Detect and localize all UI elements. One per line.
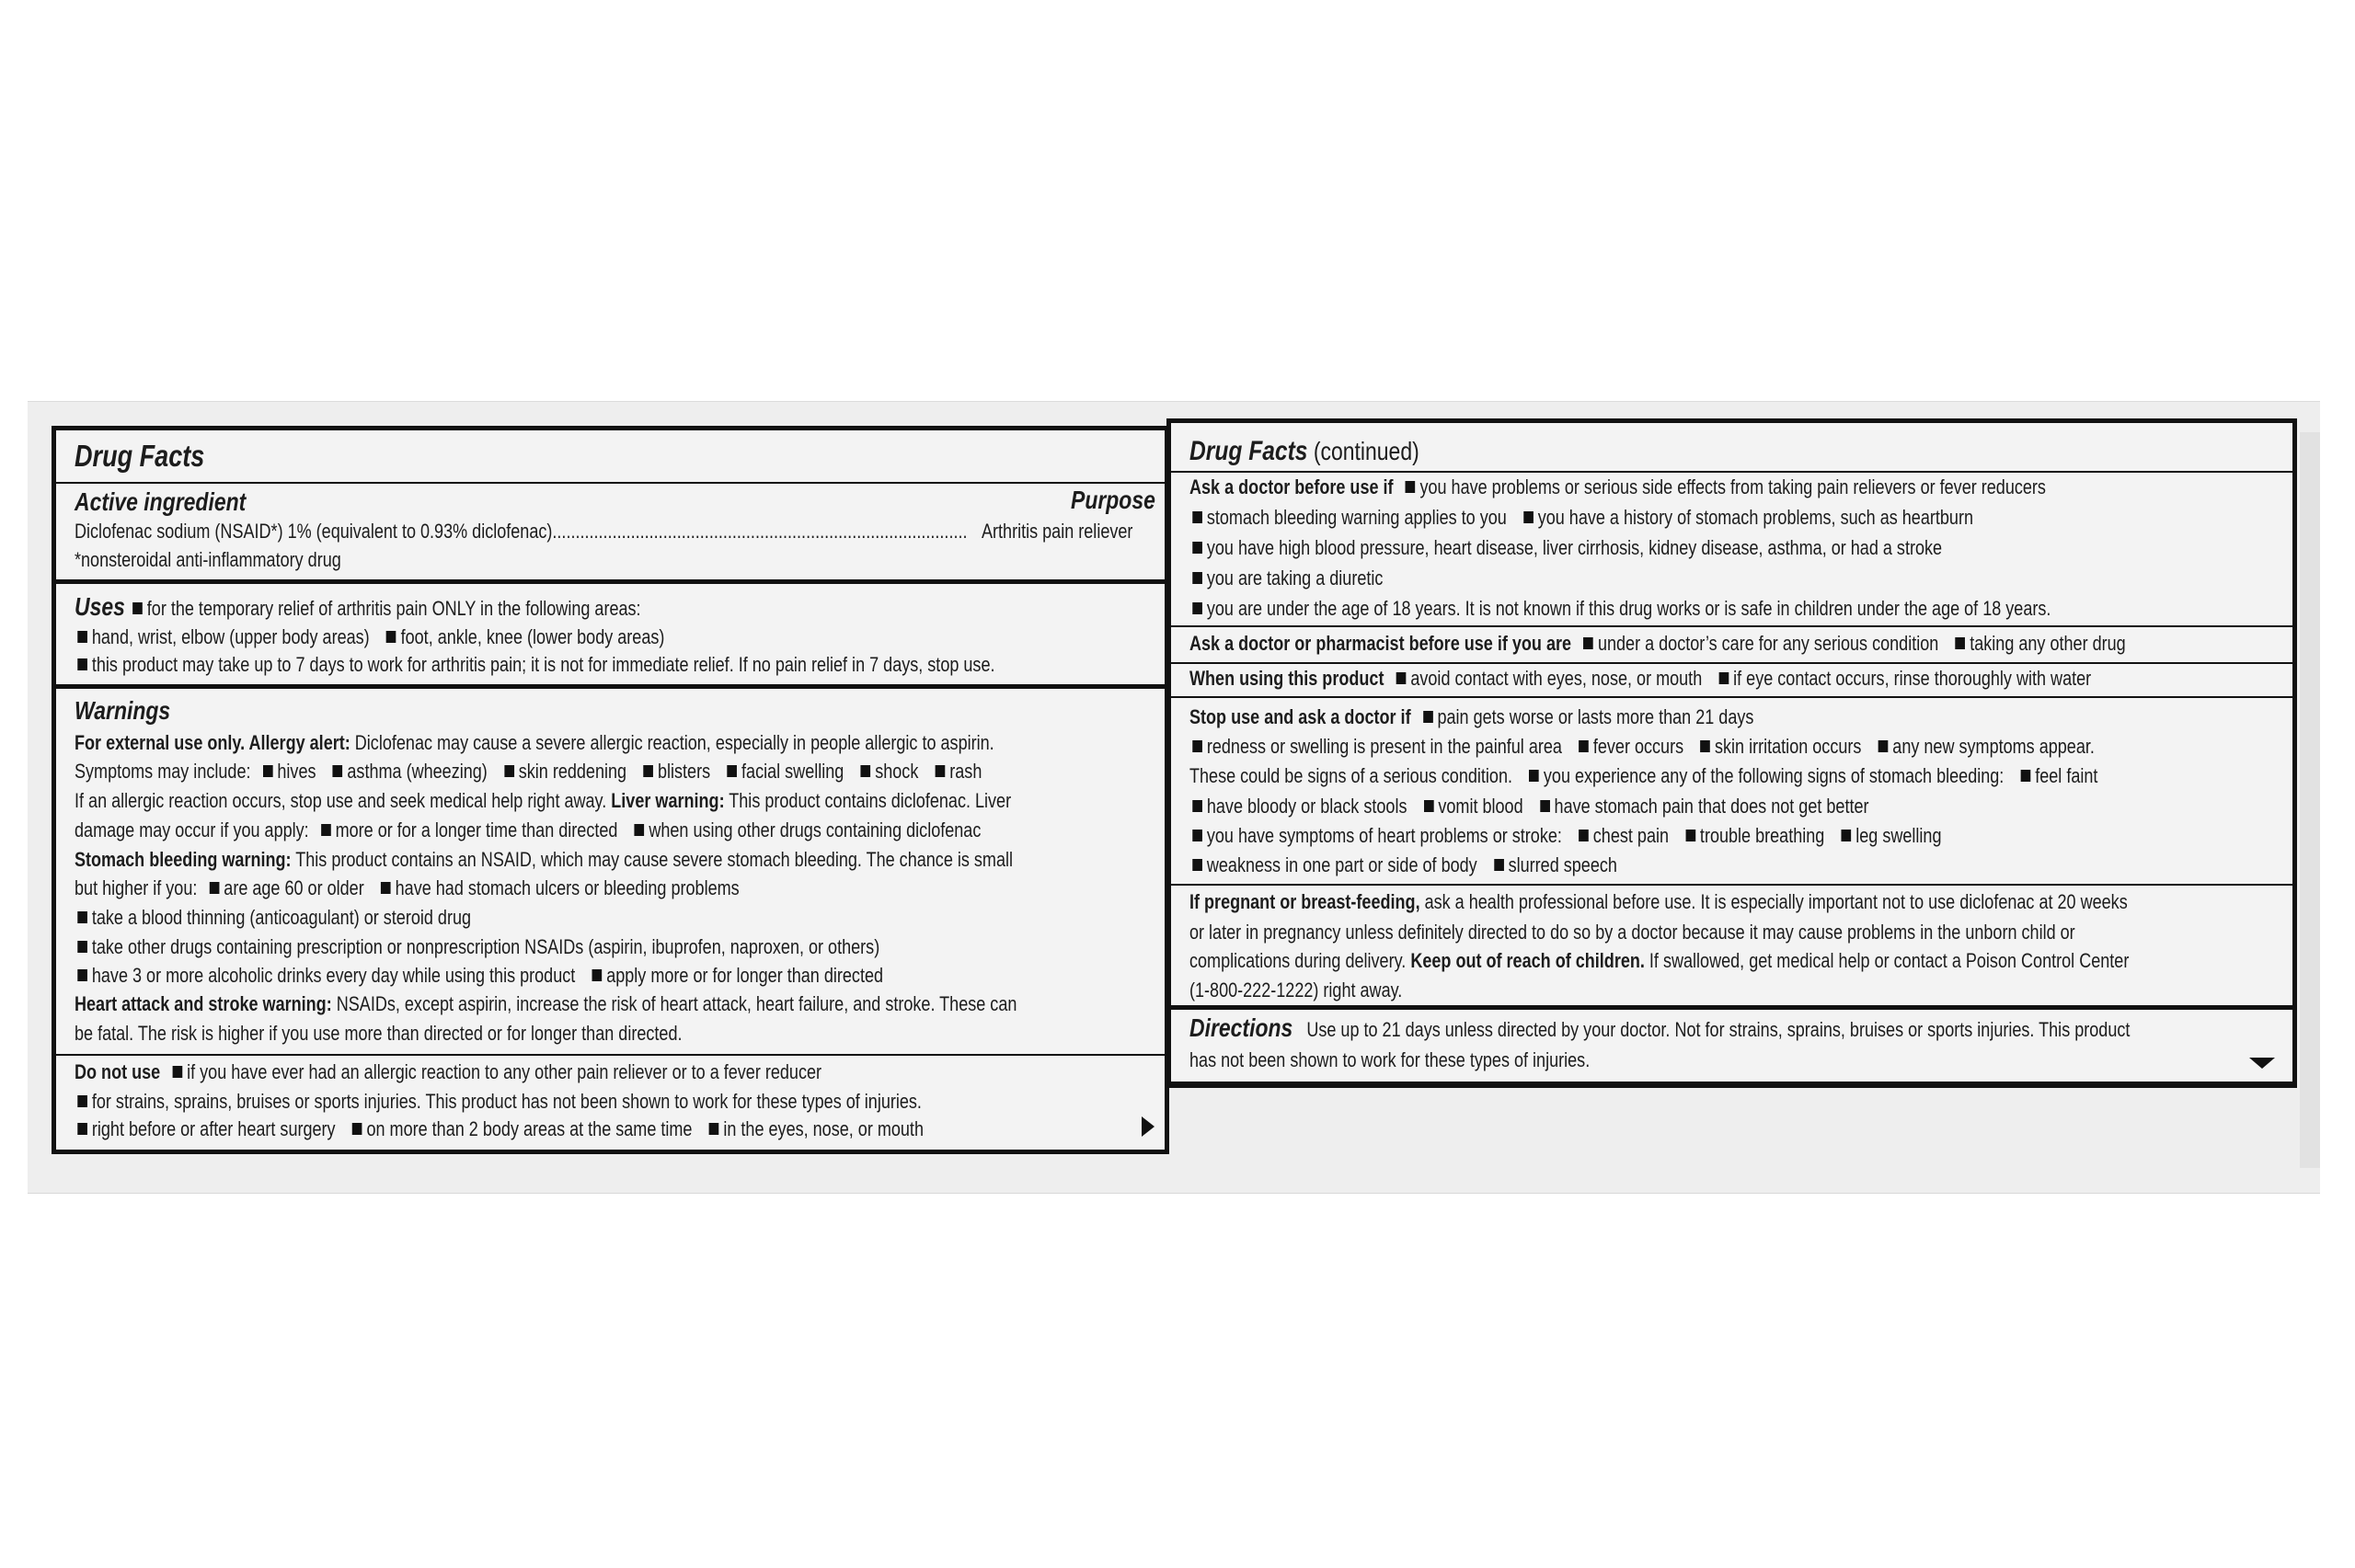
- warning-line: [75, 905, 959, 931]
- pregnancy-line: [1189, 920, 2085, 945]
- warning-item: have 3 or more alcoholic drinks every day while using this product: [91, 964, 576, 987]
- bullet-icon: [1700, 740, 1710, 752]
- carton-edge: [2300, 432, 2320, 1168]
- ask-doctor-item: you have problems or serious side effects from taking pain relievers or fever reducers: [1419, 475, 2046, 498]
- bullet-icon: [1192, 542, 1202, 554]
- warning-text: damage may occur if you apply:: [75, 818, 309, 841]
- continue-arrow-icon: [1142, 1116, 1155, 1137]
- warning-text: NSAIDs, except aspirin, increase the risk of heart attack, heart failure, and stroke. These can: [331, 992, 1017, 1015]
- uses-item: hand, wrist, elbow (upper body areas): [91, 625, 370, 648]
- stop-use-text: These could be signs of a serious condition.: [1189, 764, 1512, 787]
- bullet-icon: [709, 1123, 719, 1135]
- uses-item: this product may take up to 7 days to work for arthritis pain; it is not for immediate relief. If no pain relief in 7 days, stop use.: [91, 653, 995, 676]
- ask-doctor-line: [1189, 596, 2085, 622]
- bullet-icon: [1878, 740, 1889, 752]
- bullet-icon: [1842, 830, 1852, 841]
- bullet-icon: [1719, 672, 1729, 684]
- warning-text: but higher if you:: [75, 876, 198, 899]
- stop-use-label: Stop use and ask a doctor if: [1189, 705, 1411, 728]
- warning-line: [75, 991, 1017, 1017]
- divider: [1171, 471, 2292, 473]
- stop-use-item: chest pain: [1592, 824, 1670, 847]
- purpose-heading: Purpose: [1071, 486, 1155, 514]
- stop-use-line: [1189, 734, 2095, 760]
- ask-doctor-label: Ask a doctor before use if: [1189, 475, 1394, 498]
- stomach-warning-label: Stomach bleeding warning:: [75, 848, 292, 871]
- symptom: rash: [949, 760, 982, 783]
- bullet-icon: [386, 631, 396, 643]
- directions-heading: Directions: [1189, 1013, 1293, 1042]
- symptom: asthma (wheezing): [347, 760, 488, 783]
- warning-line: [75, 876, 959, 901]
- purpose-text: Arthritis pain reliever: [982, 520, 1133, 543]
- divider: [56, 1054, 1165, 1056]
- liver-warning-label: Liver warning:: [611, 789, 725, 812]
- when-using-line: [1189, 666, 2092, 692]
- stop-use-item: slurred speech: [1508, 853, 1617, 876]
- stop-use-line: [1189, 853, 2085, 878]
- do-not-use-line: [75, 1089, 959, 1115]
- bullet-icon: [352, 1123, 362, 1135]
- stop-use-item: feel faint: [2035, 764, 2098, 787]
- stop-use-item: any new symptoms appear.: [1892, 735, 2095, 758]
- pregnancy-text: complications during delivery.: [1189, 949, 1407, 972]
- panel-title: Drug Facts: [1189, 436, 1308, 466]
- ask-doctor-line: [1189, 566, 2085, 591]
- warning-text: This product contains diclofenac. Liver: [724, 789, 1012, 812]
- bullet-icon: [1423, 711, 1433, 723]
- bullet-icon: [1523, 511, 1534, 523]
- stop-use-item: you have symptoms of heart problems or stroke:: [1206, 824, 1562, 847]
- bullet-icon: [77, 969, 87, 981]
- stop-use-item: redness or swelling is present in the painful area: [1206, 735, 1562, 758]
- uses-line-3: [75, 652, 995, 678]
- uses-heading: Uses: [75, 592, 125, 621]
- bullet-icon: [263, 765, 273, 777]
- bullet-icon: [1192, 572, 1202, 584]
- ask-doctor-line: [1189, 505, 2085, 531]
- stop-use-item: have stomach pain that does not get better: [1554, 795, 1869, 818]
- bullet-icon: [1579, 830, 1589, 841]
- warning-line: [75, 818, 982, 843]
- ingredient-text: Diclofenac sodium (NSAID*) 1% (equivalent to 0.93% diclofenac): [75, 520, 553, 543]
- bullet-icon: [77, 911, 87, 923]
- warning-line: [75, 934, 959, 960]
- ask-doctor-item: you are taking a diuretic: [1206, 567, 1384, 589]
- stop-use-item: trouble breathing: [1699, 824, 1825, 847]
- stop-use-item: leg swelling: [1855, 824, 1942, 847]
- uses-line-1: [75, 594, 959, 622]
- poison-control-text: (1-800-222-1222) right away.: [1189, 979, 1403, 1001]
- uses-line-2: [75, 624, 959, 650]
- pregnancy-line: [1189, 978, 2085, 1003]
- bullet-icon: [1192, 740, 1202, 752]
- do-not-use-item: on more than 2 body areas at the same time: [366, 1117, 693, 1140]
- bullet-icon: [173, 1066, 183, 1078]
- divider: [1171, 625, 2292, 627]
- stop-use-item: pain gets worse or lasts more than 21 days: [1437, 705, 1754, 728]
- panel-title: Drug Facts: [75, 439, 205, 473]
- divider: [1171, 662, 2292, 664]
- bullet-icon: [1192, 859, 1202, 871]
- continue-arrow-down-icon: [2249, 1058, 2275, 1069]
- bullet-icon: [861, 765, 871, 777]
- warning-line: [75, 788, 1012, 814]
- bullet-icon: [643, 765, 653, 777]
- bullet-icon: [381, 882, 391, 894]
- uses-item: foot, ankle, knee (lower body areas): [400, 625, 665, 648]
- stop-use-item: fever occurs: [1592, 735, 1684, 758]
- bullet-icon: [132, 602, 143, 614]
- bullet-icon: [1494, 859, 1504, 871]
- bullet-icon: [936, 765, 946, 777]
- warning-line: [75, 1021, 959, 1047]
- ask-doctor-item: stomach bleeding warning applies to you: [1206, 506, 1507, 529]
- pregnancy-line: [1189, 889, 2128, 915]
- divider: [56, 482, 1165, 484]
- bullet-icon: [592, 969, 603, 981]
- warning-text: If an allergic reaction occurs, stop use and seek medical help right away.: [75, 789, 607, 812]
- ask-doctor-item: you have high blood pressure, heart disease, liver cirrhosis, kidney disease, asthma, or had a stroke: [1206, 536, 1943, 559]
- do-not-use-line: [75, 1059, 959, 1085]
- warning-item: have had stomach ulcers or bleeding problems: [395, 876, 740, 899]
- directions-panel: [1166, 1005, 2297, 1086]
- bullet-icon: [1529, 770, 1539, 782]
- warning-item: more or for a longer time than directed: [335, 818, 618, 841]
- bullet-icon: [77, 658, 87, 670]
- bullet-icon: [1685, 830, 1695, 841]
- pregnancy-text: ask a health professional before use. It is especially important not to use diclofenac at 20 weeks: [1419, 890, 2128, 913]
- bullet-icon: [1192, 830, 1202, 841]
- stop-use-item: have bloody or black stools: [1206, 795, 1407, 818]
- warning-text: be fatal. The risk is higher if you use more than directed or for longer than directed.: [75, 1022, 683, 1045]
- divider-thick: [56, 579, 1165, 584]
- directions-text: Use up to 21 days unless directed by your doctor. Not for strains, sprains, bruises or sports injuries. This product: [1306, 1018, 2131, 1041]
- ask-pharmacist-label: Ask a doctor or pharmacist before use if you are: [1189, 632, 1572, 655]
- stop-use-line: [1189, 794, 2085, 819]
- pharmacist-line: [1189, 631, 2126, 657]
- warning-line: [75, 963, 959, 989]
- warning-item: when using other drugs containing diclofenac: [649, 818, 982, 841]
- symptom: skin reddening: [518, 760, 627, 783]
- do-not-use-item: for strains, sprains, bruises or sports injuries. This product has not been shown to work for these types of injuries.: [91, 1090, 922, 1113]
- bullet-icon: [77, 1095, 87, 1107]
- keep-out-of-reach-label: Keep out of reach of children.: [1406, 949, 1645, 972]
- continued-label: (continued): [1307, 437, 1419, 465]
- directions-text: has not been shown to work for these types of injuries.: [1189, 1048, 1591, 1071]
- bullet-icon: [1583, 637, 1593, 649]
- symptom: hives: [277, 760, 316, 783]
- warning-line: [75, 847, 1014, 873]
- bullet-icon: [1406, 481, 1416, 493]
- bullet-icon: [333, 765, 343, 777]
- warning-line: [75, 730, 994, 756]
- bullet-icon: [1396, 672, 1407, 684]
- stop-use-item: you experience any of the following signs of stomach bleeding:: [1543, 764, 2005, 787]
- stop-use-line: [1189, 823, 2085, 849]
- stop-use-item: vomit blood: [1438, 795, 1523, 818]
- pharmacist-item: taking any other drug: [1970, 632, 2126, 655]
- directions-line: [1189, 1047, 2085, 1073]
- footnote: *nonsteroidal anti-inflammatory drug: [75, 548, 341, 571]
- warning-item: apply more or for longer than directed: [606, 964, 884, 987]
- drug-facts-panel-left: [52, 426, 1169, 1154]
- symptom: facial swelling: [741, 760, 844, 783]
- bullet-icon: [210, 882, 220, 894]
- pharmacist-item: under a doctor’s care for any serious condition: [1597, 632, 1939, 655]
- active-ingredient-heading: Active ingredient: [75, 487, 247, 516]
- do-not-use-label: Do not use: [75, 1060, 161, 1083]
- when-using-label: When using this product: [1189, 667, 1384, 690]
- stop-use-line: [1189, 704, 2085, 730]
- pregnancy-label: If pregnant or breast-feeding,: [1189, 890, 1420, 913]
- ask-doctor-line: [1189, 475, 2085, 500]
- warning-line: [75, 759, 982, 784]
- when-using-item: avoid contact with eyes, nose, or mouth: [1410, 667, 1703, 690]
- bullet-icon: [1424, 800, 1434, 812]
- bullet-icon: [77, 631, 87, 643]
- symptom: blisters: [657, 760, 711, 783]
- bullet-icon: [1192, 511, 1202, 523]
- do-not-use-line: [75, 1116, 959, 1142]
- ingredient-line: [75, 519, 967, 544]
- pregnancy-text: If swallowed, get medical help or contact a Poison Control Center: [1644, 949, 2130, 972]
- divider: [1171, 696, 2292, 698]
- warning-text: Diclofenac may cause a severe allergic reaction, especially in people allergic to aspirin.: [350, 731, 994, 754]
- pregnancy-line: [1189, 948, 2130, 974]
- warning-item: take other drugs containing prescription or nonprescription NSAIDs (aspirin, ibuprofen, naproxen, or others): [91, 935, 880, 958]
- ask-doctor-line: [1189, 535, 2085, 561]
- divider: [1171, 884, 2292, 886]
- uses-text-1: for the temporary relief of arthritis pain ONLY in the following areas:: [146, 597, 641, 620]
- warning-text: Symptoms may include:: [75, 760, 251, 783]
- do-not-use-item: right before or after heart surgery: [91, 1117, 336, 1140]
- heart-warning-label: Heart attack and stroke warning:: [75, 992, 332, 1015]
- symptom: shock: [875, 760, 919, 783]
- drug-facts-panel-right: [1166, 418, 2297, 1088]
- bullet-icon: [77, 1123, 87, 1135]
- warning-item: take a blood thinning (anticoagulant) or steroid drug: [91, 906, 472, 929]
- bullet-icon: [1540, 800, 1550, 812]
- stop-use-item: skin irritation occurs: [1715, 735, 1862, 758]
- ask-doctor-item: you are under the age of 18 years. It is not known if this drug works or is safe in children under the age of 18 years.: [1206, 597, 2051, 620]
- bullet-icon: [727, 765, 737, 777]
- bullet-icon: [1192, 602, 1202, 614]
- stop-use-line: [1189, 763, 2098, 789]
- bullet-icon: [77, 941, 87, 953]
- bullet-icon: [504, 765, 514, 777]
- ask-doctor-item: you have a history of stomach problems, such as heartburn: [1537, 506, 1974, 529]
- when-using-item: if eye contact occurs, rinse thoroughly with water: [1733, 667, 2092, 690]
- directions-line: [1189, 1013, 2131, 1043]
- bullet-icon: [1579, 740, 1589, 752]
- do-not-use-item: if you have ever had an allergic reaction to any other pain reliever or to a fever reducer: [187, 1060, 822, 1083]
- bullet-icon: [321, 824, 331, 836]
- bullet-icon: [1956, 637, 1966, 649]
- bullet-icon: [635, 824, 645, 836]
- warnings-heading: Warnings: [75, 696, 171, 725]
- leader-dots: ..........................................................................................: [552, 520, 968, 543]
- divider-thick: [56, 684, 1165, 689]
- panel-title-line: [1189, 436, 2085, 467]
- pregnancy-text: or later in pregnancy unless definitely directed to do so by a doctor because it may cause problems in the unborn child or: [1189, 921, 2075, 944]
- bullet-icon: [2021, 770, 2031, 782]
- bullet-icon: [1192, 800, 1202, 812]
- warning-item: are age 60 or older: [224, 876, 364, 899]
- allergy-alert-label: For external use only. Allergy alert:: [75, 731, 350, 754]
- warning-text: This product contains an NSAID, which may cause severe stomach bleeding. The chance is small: [291, 848, 1014, 871]
- do-not-use-item: in the eyes, nose, or mouth: [723, 1117, 924, 1140]
- stop-use-item: weakness in one part or side of body: [1206, 853, 1477, 876]
